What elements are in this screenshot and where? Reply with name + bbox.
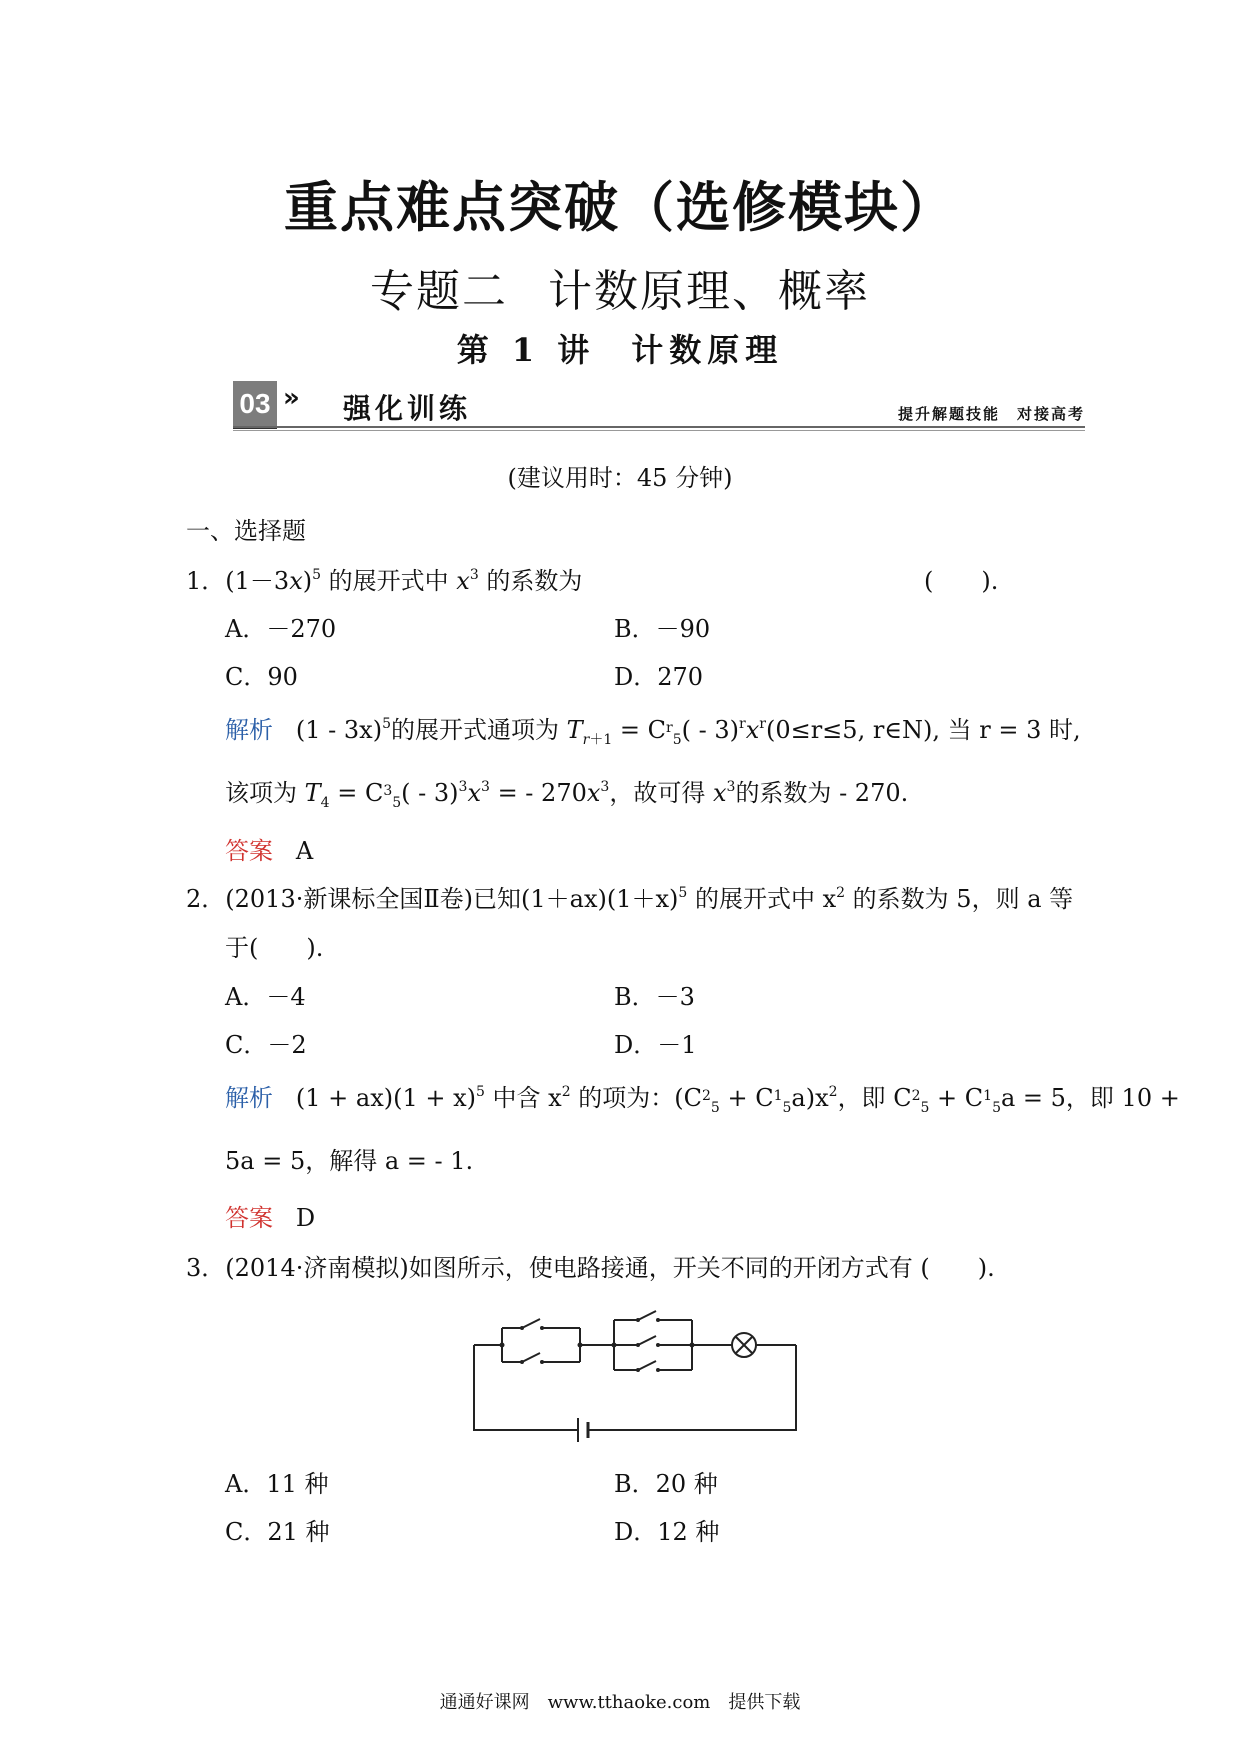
- footer-credit: 通通好课网 www.tthaoke.com 提供下载: [439, 1692, 801, 1713]
- section-tagline: 提升解题技能 对接高考: [897, 405, 1085, 423]
- switch-1b: [522, 1353, 540, 1362]
- q1-answer-label: 答案: [225, 837, 273, 865]
- lecture-name: 计数原理: [631, 331, 784, 369]
- lecture-title: [0, 325, 1240, 371]
- band-divider-thin: [233, 430, 1085, 431]
- topic-number: 专题二: [370, 266, 508, 317]
- circuit-wire-right: [596, 1345, 796, 1430]
- q1-option-b: B．－90: [614, 615, 711, 643]
- q3-option-d: D．12 种: [614, 1518, 720, 1546]
- section-badge: 03: [233, 381, 277, 429]
- q1-answer: 答案 A: [225, 837, 314, 865]
- q2-solution-line1: 解析 $(1 + ax)(1 + x)^5$ 中含 $x^2$ 的项为：$(C^2_5 + C^1_5a)x^2$，即 $C^2_5 + C^1_5a = 5$，即 10 +: [225, 1084, 1180, 1116]
- q2-answer-label: 答案: [225, 1204, 273, 1232]
- section-band: [233, 381, 1085, 431]
- switch-1a: [522, 1319, 540, 1328]
- q2-option-d: D．－1: [614, 1031, 697, 1059]
- q2-solution-label: 解析: [225, 1084, 273, 1112]
- question-1-answer-blank: ( ).: [924, 567, 999, 595]
- q2-answer: 答案 D: [225, 1204, 316, 1232]
- circuit-wire-left: [474, 1345, 578, 1430]
- q1-solution-label: 解析: [225, 716, 273, 744]
- switch-2c: [638, 1361, 656, 1370]
- suggested-time: (建议用时：45 分钟): [507, 464, 733, 492]
- q2-option-c: C．－2: [225, 1031, 307, 1059]
- q1-option-c: C．90: [225, 663, 298, 691]
- topic-subtitle: [0, 255, 1240, 319]
- q2-option-b: B．－3: [614, 983, 695, 1011]
- lecture-number: 第 1 讲: [456, 331, 596, 369]
- question-3-stem: 3．(2014·济南模拟)如图所示，使电路接通，开关不同的开闭方式有 ( ).: [186, 1254, 995, 1282]
- question-2-stem-line2: 于( ).: [225, 934, 324, 962]
- part-title: 一、选择题: [186, 517, 306, 545]
- q3-option-a: A．11 种: [225, 1470, 329, 1498]
- q1-option-a: A．－270: [225, 615, 337, 643]
- page-title: 重点难点突破（选修模块）: [284, 176, 956, 239]
- circuit-diagram: [470, 1302, 810, 1442]
- arrow-icon: »: [283, 383, 300, 413]
- q3-option-c: C．21 种: [225, 1518, 330, 1546]
- q3-option-b: B．20 种: [614, 1470, 718, 1498]
- switch-2b: [638, 1336, 656, 1345]
- section-heading: 强化训练: [343, 392, 472, 425]
- q2-option-a: A．－4: [225, 983, 306, 1011]
- band-divider: [233, 426, 1085, 428]
- question-2-stem-line1: 2．(2013·新课标全国Ⅱ卷)已知$(1+ax)(1+x)^5$ 的展开式中 $x^2$ 的系数为 5，则 a 等: [186, 885, 1074, 913]
- topic-name: 计数原理、概率: [548, 266, 870, 317]
- q1-option-d: D．270: [614, 663, 704, 691]
- q2-solution-line2: 5a = 5，解得 a = - 1.: [225, 1147, 474, 1175]
- q1-solution-line2: 该项为 $T_4 = C^3_5( - 3)^3x^3$ = - $270x^3$，故可得 $x^3$的系数为 - 270.: [225, 779, 909, 811]
- q1-solution-line1: 解析 (1 - 3x)$^5$的展开式通项为 $T_{r+1} = C^r_5( - 3)^rx^r(0\le r\le 5$, r∈N), 当 r = 3 时,: [225, 716, 1081, 748]
- question-1-stem: 1．$(1-3x)^5$ 的展开式中 $x^3$ 的系数为: [186, 567, 583, 595]
- switch-2a: [638, 1311, 656, 1320]
